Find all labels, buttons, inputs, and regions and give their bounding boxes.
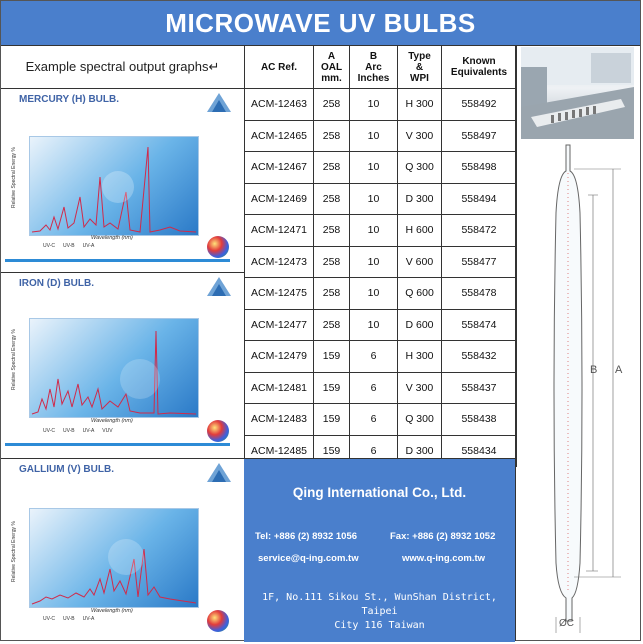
band-label: UV-C [43, 243, 55, 249]
col-header-equivalents: Known Equivalents [442, 46, 517, 89]
col-header-oal: A OAL mm. [314, 46, 350, 89]
uv-band-labels [43, 428, 113, 434]
company-tel: Tel: +886 (2) 8932 1056 [255, 531, 358, 542]
ac-ref-cell: ACM-12469 [245, 183, 314, 215]
col-header-ac-ref: AC Ref. [245, 46, 314, 89]
bulb-diagram-column [515, 45, 642, 641]
col-header-arc: B Arc Inches [350, 46, 398, 89]
equivalent-cell: 558477 [442, 246, 517, 278]
ac-ref-cell: ACM-12463 [245, 89, 314, 121]
y-axis-label: Relative Spectral Energy % [11, 147, 17, 208]
band-label: UV-C [43, 616, 55, 622]
oal-cell: 258 [314, 183, 350, 215]
uv-band-labels [43, 616, 102, 622]
equivalent-cell: 558492 [442, 89, 517, 121]
spectral-chart [29, 136, 199, 236]
table-row [245, 309, 517, 341]
address-line: City 116 Taiwan [334, 620, 425, 631]
x-axis-label: Wavelength (nm) [91, 418, 133, 424]
equivalent-cell: 558434 [442, 435, 517, 467]
type-cell: Q 300 [398, 152, 442, 184]
equivalent-cell: 558438 [442, 404, 517, 436]
table-row [245, 278, 517, 310]
band-label: UV-B [62, 428, 75, 434]
table-row [245, 215, 517, 247]
logo-icon [206, 276, 232, 298]
arc-cell: 6 [350, 372, 398, 404]
globe-icon [207, 610, 229, 632]
equivalent-cell: 558497 [442, 120, 517, 152]
type-cell: D 600 [398, 309, 442, 341]
equivalent-cell: 558498 [442, 152, 517, 184]
band-label: UV-A [82, 428, 95, 434]
equivalent-cell: 558437 [442, 372, 517, 404]
arc-cell: 10 [350, 152, 398, 184]
ac-ref-cell: ACM-12467 [245, 152, 314, 184]
section-title: IRON (D) BULB. [19, 278, 94, 289]
ac-ref-cell: ACM-12465 [245, 120, 314, 152]
company-email[interactable]: service@q-ing.com.tw [258, 553, 359, 564]
oal-cell: 159 [314, 372, 350, 404]
logo-icon [206, 92, 232, 114]
y-axis-label: Relative Spectral Energy % [11, 521, 17, 582]
equivalent-cell: 558478 [442, 278, 517, 310]
type-cell: V 300 [398, 120, 442, 152]
gallium-section [1, 458, 244, 640]
equivalent-cell: 558472 [442, 215, 517, 247]
mercury-section [1, 88, 244, 272]
ac-ref-cell: ACM-12479 [245, 341, 314, 373]
uv-band-labels [43, 243, 102, 249]
band-label: UV-B [62, 243, 75, 249]
page-title: MICROWAVE UV BULBS [1, 1, 640, 46]
arc-cell: 10 [350, 309, 398, 341]
oal-cell: 258 [314, 309, 350, 341]
iron-section [1, 272, 244, 458]
equivalent-cell: 558432 [442, 341, 517, 373]
oal-cell: 159 [314, 404, 350, 436]
equivalent-cell: 558494 [442, 183, 517, 215]
company-info-panel [244, 458, 515, 642]
bulb-product-photo [521, 47, 634, 139]
arc-cell: 6 [350, 435, 398, 467]
arc-cell: 10 [350, 215, 398, 247]
table-row [245, 341, 517, 373]
type-cell: H 300 [398, 341, 442, 373]
type-cell: D 300 [398, 183, 442, 215]
arc-cell: 10 [350, 183, 398, 215]
bulb-spec-table [244, 45, 517, 467]
type-cell: V 300 [398, 372, 442, 404]
bulb-dimension-diagram [516, 143, 642, 639]
type-cell: V 600 [398, 246, 442, 278]
arc-cell: 6 [350, 404, 398, 436]
globe-icon [207, 236, 229, 258]
y-axis-label: Relative Spectral Energy % [11, 329, 17, 390]
arc-cell: 10 [350, 89, 398, 121]
x-axis-label: Wavelength (nm) [91, 608, 133, 614]
accent-divider [5, 259, 230, 262]
ac-ref-cell: ACM-12475 [245, 278, 314, 310]
oal-cell: 159 [314, 341, 350, 373]
arc-cell: 6 [350, 341, 398, 373]
arc-cell: 10 [350, 120, 398, 152]
spectral-chart [29, 508, 199, 608]
accent-divider [5, 443, 230, 446]
table-row [245, 152, 517, 184]
company-address [244, 591, 515, 633]
spectral-graphs-header: Example spectral output graphs↵ [1, 45, 245, 89]
company-website[interactable]: www.q-ing.com.tw [402, 553, 486, 564]
oal-cell: 258 [314, 215, 350, 247]
equivalent-cell: 558474 [442, 309, 517, 341]
logo-icon [206, 462, 232, 484]
arc-cell: 10 [350, 246, 398, 278]
ac-ref-cell: ACM-12481 [245, 372, 314, 404]
ac-ref-cell: ACM-12483 [245, 404, 314, 436]
table-row [245, 404, 517, 436]
type-cell: Q 300 [398, 404, 442, 436]
dimension-b-label: B [590, 364, 598, 376]
section-title: MERCURY (H) BULB. [19, 94, 119, 105]
x-axis-label: Wavelength (nm) [91, 235, 133, 241]
type-cell: H 600 [398, 215, 442, 247]
ac-ref-cell: ACM-12477 [245, 309, 314, 341]
spectral-chart [29, 318, 199, 418]
company-fax: Fax: +886 (2) 8932 1052 [390, 531, 496, 542]
oal-cell: 258 [314, 89, 350, 121]
ac-ref-cell: ACM-12485 [245, 435, 314, 467]
oal-cell: 258 [314, 152, 350, 184]
table-row [245, 372, 517, 404]
col-header-type: Type & WPI [398, 46, 442, 89]
band-label: UV-A [82, 243, 95, 249]
ac-ref-cell: ACM-12473 [245, 246, 314, 278]
company-name: Qing International Co., Ltd. [292, 485, 467, 500]
oal-cell: 159 [314, 435, 350, 467]
band-label: UV-A [82, 616, 95, 622]
arc-cell: 10 [350, 278, 398, 310]
spectral-graphs-column [1, 88, 245, 640]
type-cell: D 300 [398, 435, 442, 467]
address-line: 1F, No.111 Sikou St., WunShan District, Taipei [262, 592, 497, 617]
globe-icon [207, 420, 229, 442]
type-cell: H 300 [398, 89, 442, 121]
table-row [245, 183, 517, 215]
band-label: UV-B [62, 616, 75, 622]
type-cell: Q 600 [398, 278, 442, 310]
band-label: UV-C [43, 428, 55, 434]
dimension-c-label: ØC [559, 618, 574, 629]
ac-ref-cell: ACM-12471 [245, 215, 314, 247]
oal-cell: 258 [314, 120, 350, 152]
band-label: VUV [102, 428, 113, 434]
table-row [245, 89, 517, 121]
oal-cell: 258 [314, 278, 350, 310]
oal-cell: 258 [314, 246, 350, 278]
section-title: GALLIUM (V) BULB. [19, 464, 114, 475]
dimension-a-label: A [615, 364, 623, 376]
table-row [245, 246, 517, 278]
table-row [245, 120, 517, 152]
table-header-row [245, 46, 517, 89]
